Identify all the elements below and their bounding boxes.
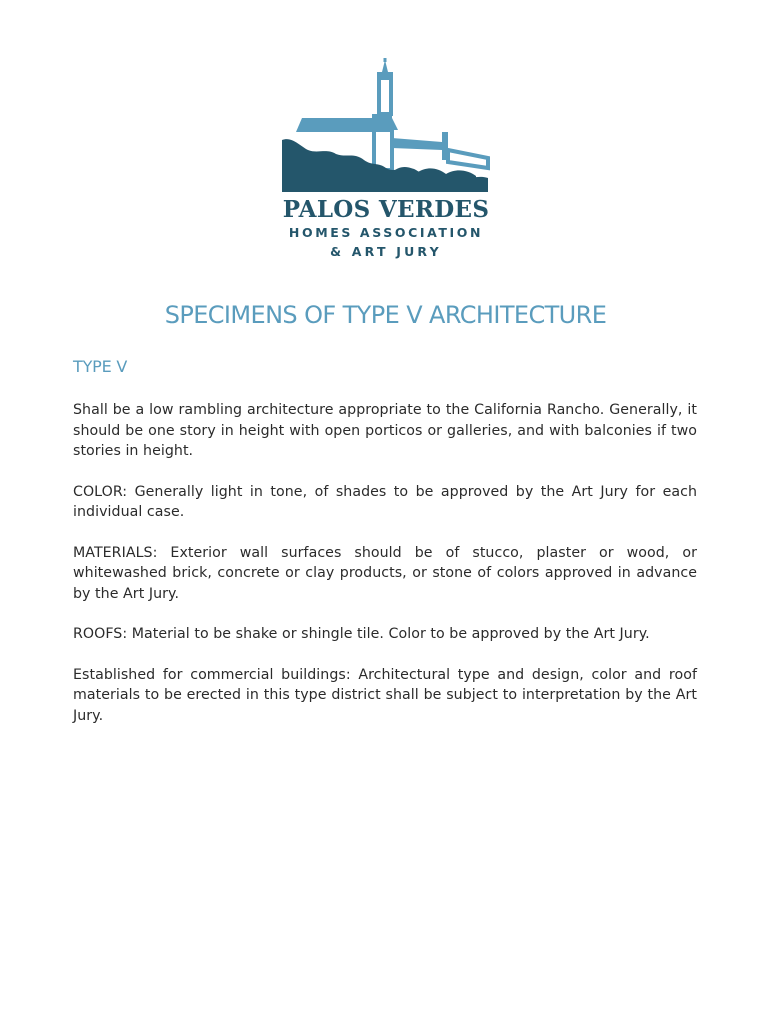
paragraph-description: Shall be a low rambling architecture appropriate to the California Rancho. Generally, it should be one story in height with open porticos or galleries, and with balconies if two stories in height. — [73, 402, 697, 459]
section-heading: TYPE V — [73, 357, 128, 376]
paragraph-materials: MATERIALS: Exterior wall surfaces should be of stucco, plaster or wood, or whitewashed brick, concrete or clay products, or stone of colors approved in advance by the Art Jury. — [73, 544, 697, 602]
building-emblem-icon — [282, 58, 490, 194]
paragraph-commercial: Established for commercial buildings: Architectural type and design, color and roof materials to be erected in this type district shall be subject to interpretation by the Art Jury. — [73, 666, 697, 724]
paragraph-roofs: ROOFS: Material to be shake or shingle tile. Color to be approved by the Art Jury. — [73, 626, 650, 642]
page-title: SPECIMENS OF TYPE V ARCHITECTURE — [164, 301, 607, 329]
logo-wordmark-primary: PALOS VERDES — [282, 196, 490, 223]
logo-wordmark-secondary: HOMES ASSOCIATION — [288, 225, 484, 240]
logo-wordmark-tertiary: & ART JURY — [330, 244, 442, 259]
association-logo — [270, 58, 502, 268]
section-body — [73, 400, 697, 746]
paragraph-color: COLOR: Generally light in tone, of shades to be approved by the Art Jury for each individual case. — [73, 483, 697, 520]
